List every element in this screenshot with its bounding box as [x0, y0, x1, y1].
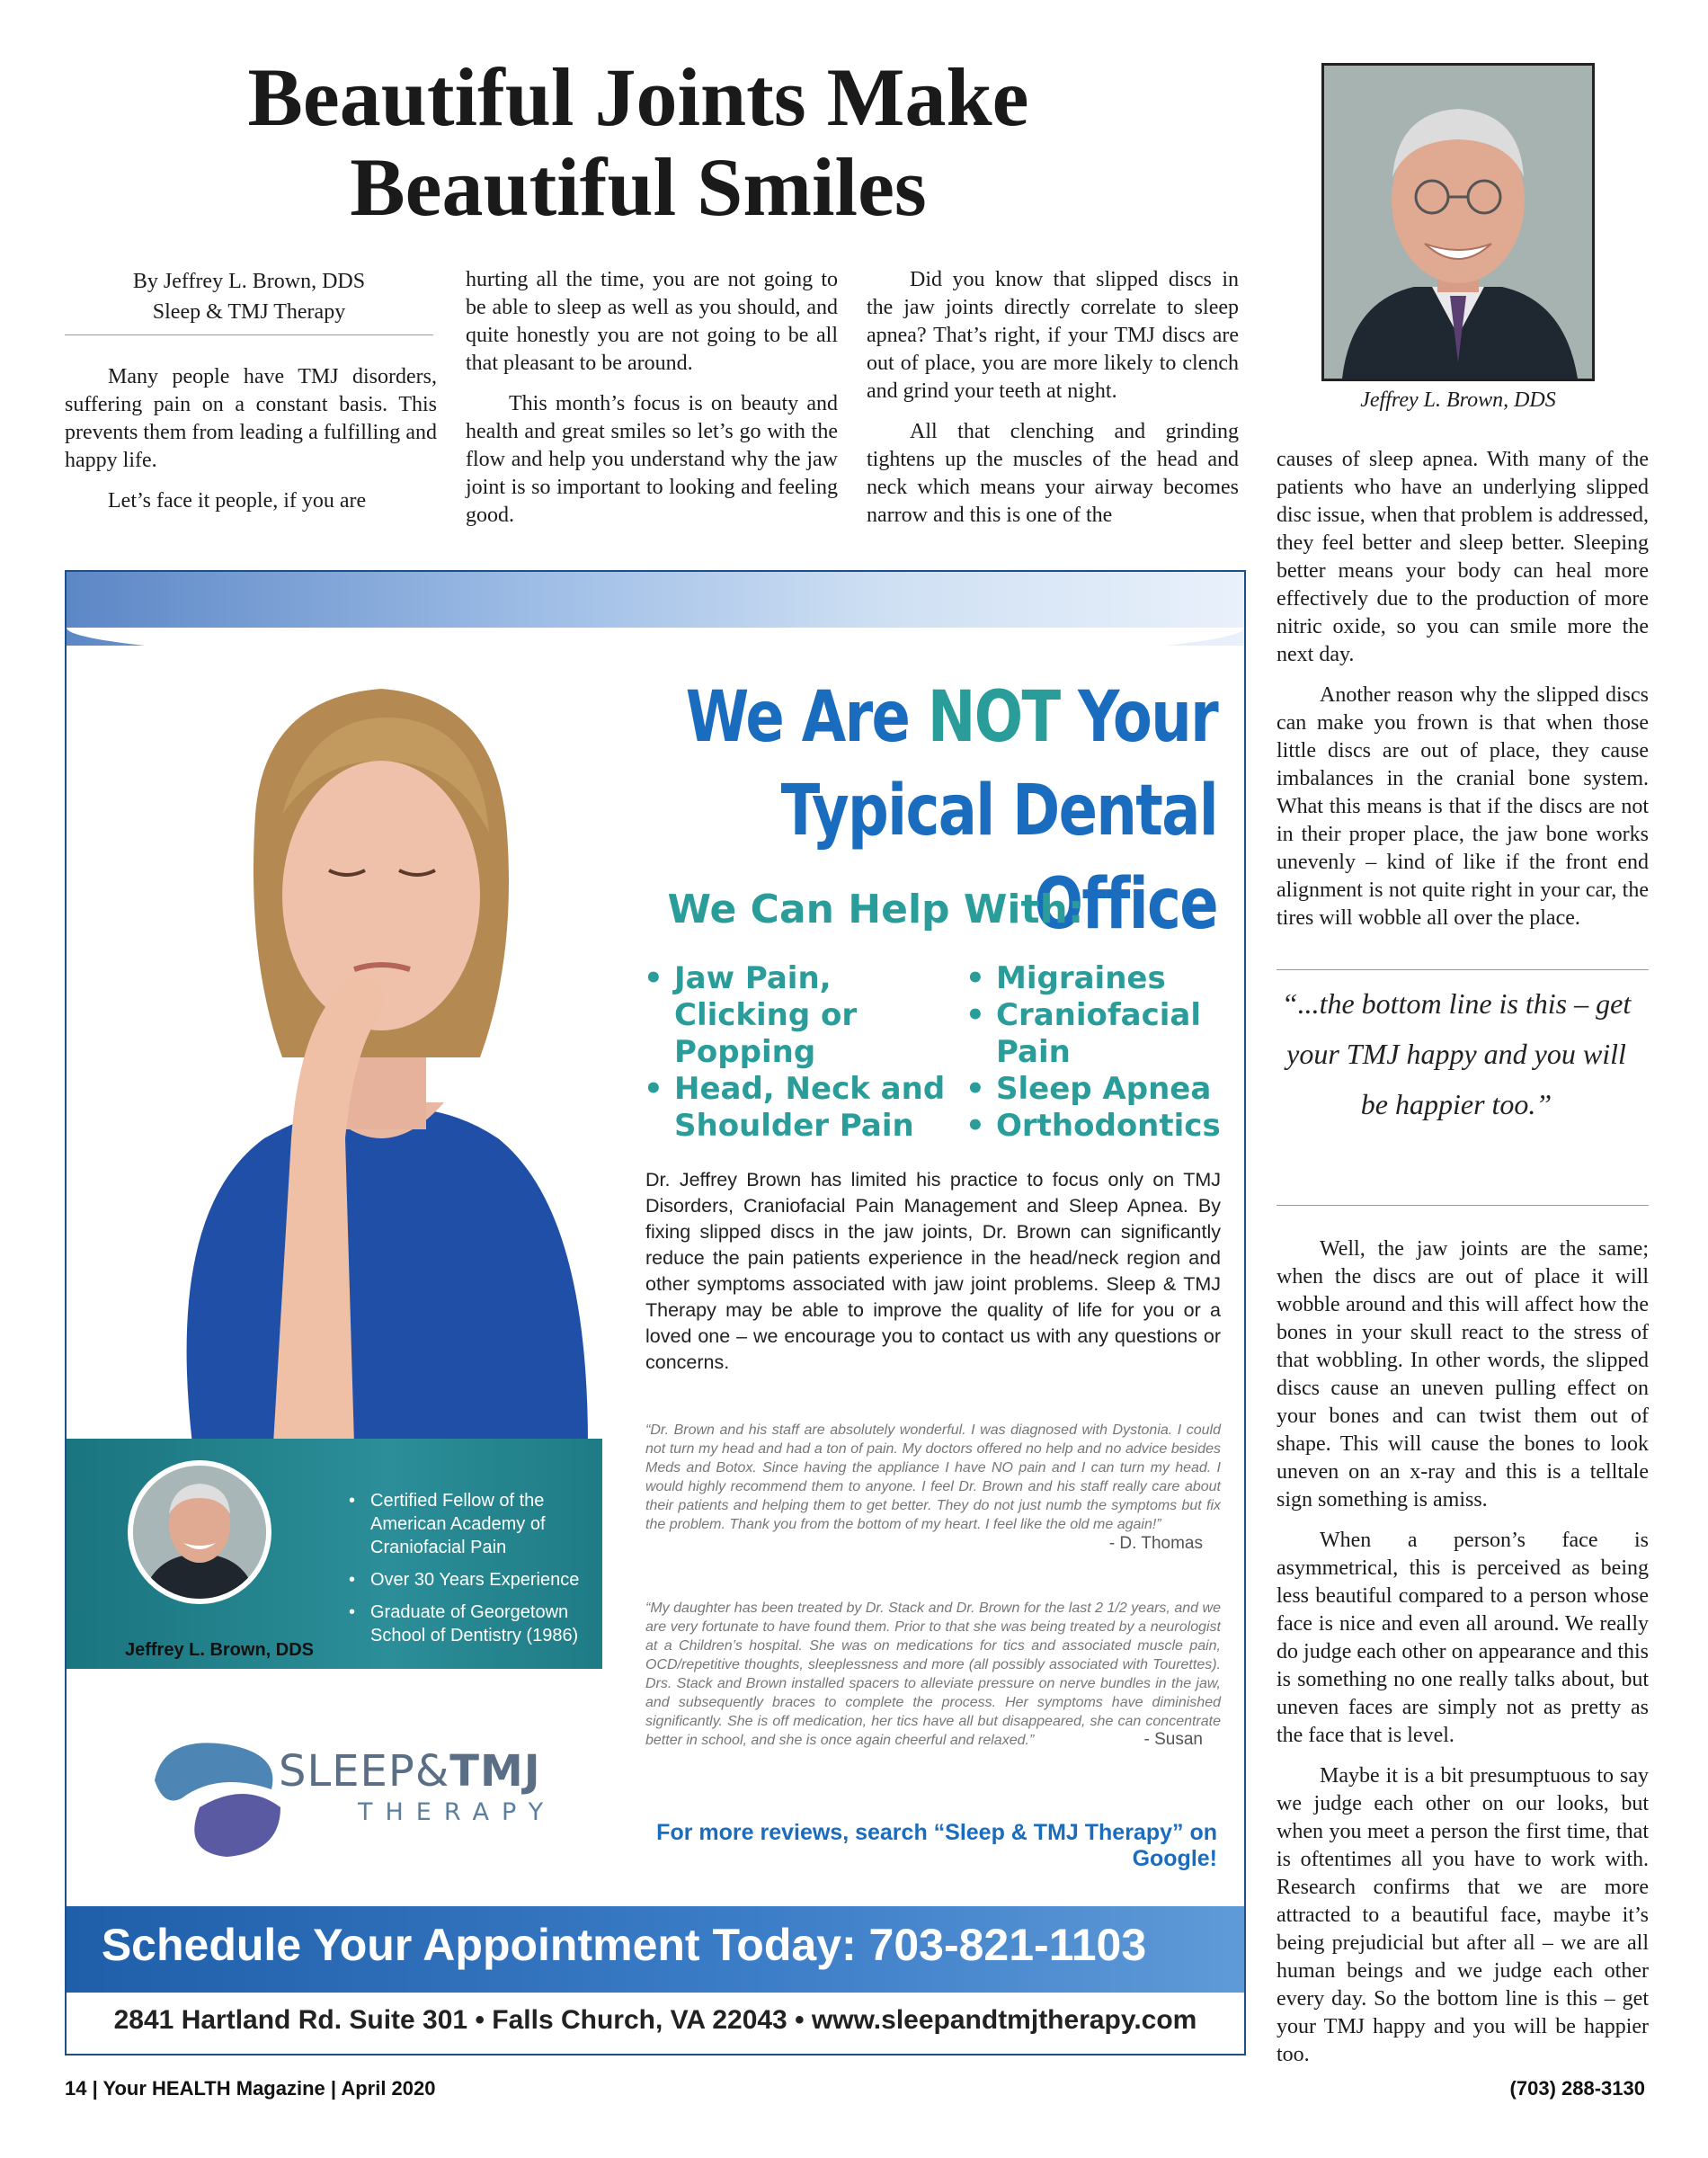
help-title: We Can Help With: [667, 887, 1084, 932]
service-item: • Migraines [965, 960, 1166, 996]
service-item: • Jaw Pain, Clicking or Popping [644, 960, 858, 1070]
doctor-photo [133, 1466, 266, 1599]
advertisement [65, 570, 1246, 2055]
article-column-3 [867, 266, 1239, 530]
services-list-right [965, 960, 1235, 1145]
logo-wordmark [279, 1746, 541, 1797]
byline-author: By Jeffrey L. Brown, DDS [132, 270, 366, 293]
author-portrait-icon [1324, 66, 1592, 379]
doctor-name: Jeffrey L. Brown, DDS [124, 1640, 315, 1660]
credentials-list [349, 1489, 609, 1656]
byline-divider [65, 334, 433, 335]
paragraph: Maybe it is a bit presumptuous to say we judge each other on our looks, but when you meet a person the first time, that is oftentimes all you have to work with. Research confirms that we are more attracted to a beautiful face, maybe it’s being prejudicial but after all – we are all human beings and we judge each other every day. So the bottom line is this – get your TMJ happy and you will be happier too. [1277, 1764, 1649, 2066]
article-title-line2: Beautiful Smiles [350, 141, 927, 233]
testimonial-2-signature: - Susan [1143, 1730, 1203, 1749]
pull-quote-bottom-rule [1277, 1205, 1649, 1206]
testimonial-1 [645, 1421, 1221, 1553]
sleep-tmj-logo-icon [146, 1726, 289, 1861]
testimonial-1-text: “Dr. Brown and his staff are absolutely wonderful. I was diagnosed with Dystonia. I could not turn my head and had a ton of pain. My doctors offered no help and no advice besides Meds and Botox. Since having the appliance I have NO pain and I can turn my head. I would highly recommend them to anyone. I feel Dr. Brown and his staff really care about their patients and helping them to get better. They do not just numb the symptoms but fix the problem. Thank you from the bottom of my heart. I feel like the old me again!” [645, 1422, 1221, 1532]
credential-item: • Graduate of Georgetown School of Dentistry (1986) [349, 1602, 579, 1645]
author-photo [1321, 63, 1595, 381]
article-column-1 [65, 363, 437, 515]
testimonial-2 [645, 1599, 1221, 1749]
testimonial-1-signature: - D. Thomas [1108, 1534, 1203, 1553]
schedule-phone[interactable]: Schedule Your Appointment Today: 703-821-1103 [101, 1920, 1147, 1970]
photo-caption: Jeffrey L. Brown, DDS [1360, 388, 1556, 412]
credential-item: • Certified Fellow of the American Academy of Craniofacial Pain [349, 1491, 546, 1557]
headline-not: NOT [927, 677, 1060, 758]
page-footer-left: 14 | Your HEALTH Magazine | April 2020 [65, 2077, 436, 2100]
byline [65, 266, 433, 327]
headline-line2: Typical Dental Office [780, 771, 1217, 945]
headline-part2: Your [1059, 677, 1217, 758]
ad-body-text: Dr. Jeffrey Brown has limited his practice to focus only on TMJ Disorders, Craniofacial Pain Management and Sleep Apnea. By fixing slipped discs in the jaw joints, Dr. Brown can significantly reduce the pain patients experience in the head/neck region and other symptoms associated with jaw joint problems. Sleep & TMJ Therapy may be able to improve the quality of life for you or a loved one – we encourage you to contact us with any questions or concerns. [645, 1169, 1221, 1373]
article-title-line1: Beautiful Joints Make [247, 51, 1029, 143]
credential-item: • Over 30 Years Experience [349, 1570, 580, 1590]
paragraph: Many people have TMJ disorders, suffering pain on a constant basis. This prevents them from leading a fulfilling and happy life. [65, 365, 437, 472]
service-item: • Orthodontics [965, 1108, 1221, 1144]
reviews-link[interactable]: For more reviews, search “Sleep & TMJ Therapy” on Google! [656, 1820, 1217, 1871]
services-list-left [644, 960, 958, 1145]
paragraph: Well, the jaw joints are the same; when the discs are out of place it will wobble around and this will affect how the bones in your skull react to the stress of that wobbling. In other words, the slipped discs cause an uneven pulling effect on your bones and can twist them out of shape. This will cause the bones to look uneven on an x-ray and this is a telltale sign something is amiss. [1277, 1237, 1649, 1511]
logo-sleep: SLEEP& [279, 1746, 450, 1797]
article-column-4-top [1277, 446, 1649, 932]
paragraph: causes of sleep apnea. With many of the patients who have an underlying slipped disc issue, when that problem is addressed, they feel better and sleep better. Sleeping better means your body can heal more effectively due to the production of more nitric oxide, so you can smile more the next day. [1277, 448, 1649, 666]
article-column-2 [466, 266, 838, 530]
pull-quote-top-rule [1277, 969, 1649, 970]
service-item: • Sleep Apnea [965, 1071, 1212, 1107]
pull-quote: “...the bottom line is this – get your TMJ happy and you will be happier too.” [1281, 987, 1632, 1120]
paragraph: This month’s focus is on beauty and health and great smiles so let’s go with the flow and help you understand why the jaw joint is so important to looking and feeling good. [466, 392, 838, 527]
ad-address: 2841 Hartland Rd. Suite 301 • Falls Church, VA 22043 • www.sleepandtmjtherapy.com [113, 2005, 1197, 2035]
paragraph: hurting all the time, you are not going to be able to sleep as well as you should, and quite honestly you are not going to be all that pleasant to be around. [466, 268, 838, 375]
logo-therapy: THERAPY [358, 1798, 556, 1826]
article-column-4-bottom [1277, 1235, 1649, 2069]
byline-practice: Sleep & TMJ Therapy [152, 300, 346, 324]
testimonial-2-text: “My daughter has been treated by Dr. Stack and Dr. Brown for the last 2 1/2 years, and we are very fortunate to have found them. Prior to that she was being treated by a neurologist at a Children’s hospital. She was on medications for tics and associated muscle pain, OCD/repetitive thoughts, sleeplessness and more (all possibly associated with Tourettes). Drs. Stack and Brown installed spacers to alleviate pressure on nerve bundles in the jaw, and subsequently braces to complete the process. Her symptoms have diminished significantly. She is off medication, her tics have all but disappeared, she can concentrate better in school, and she is once again cheerful and relaxed.” [645, 1601, 1221, 1748]
paragraph: All that clenching and grinding tightens up the muscles of the head and neck which means your airway becomes narrow and this is one of the [867, 420, 1239, 527]
paragraph: When a person’s face is asymmetrical, this is perceived as being less beautiful compared to a person whose face is nice and even all around. We really do judge each other on appearance and this is something no one really talks about, but uneven faces are simply not as pretty as the face that is level. [1277, 1529, 1649, 1747]
headline-part1: We Are [685, 677, 928, 758]
page-footer-phone: (703) 288-3130 [1509, 2077, 1645, 2100]
paragraph: Let’s face it people, if you are [108, 489, 367, 513]
logo-tmj: TMJ [449, 1746, 541, 1797]
service-item: • Craniofacial Pain [965, 997, 1202, 1070]
paragraph: Did you know that slipped discs in the jaw joints directly correlate to sleep apnea? That’s right, if your TMJ discs are out of place, you are more likely to clench and grind your teeth at night. [867, 268, 1239, 403]
service-item: • Head, Neck and Shoulder Pain [644, 1071, 946, 1144]
woman-jaw-pain-icon [85, 635, 642, 1444]
article-title [162, 52, 1115, 232]
doctor-portrait-icon [133, 1466, 266, 1599]
paragraph: Another reason why the slipped discs can make you frown is that when those little discs are out of place, they cause imbalances in the cranial bone system. What this means is that if the discs are not in their proper place, the jaw bone works unevenly – kind of like if the front end alignment is not quite right in your car, the tires will wobble all over the place. [1277, 683, 1649, 930]
